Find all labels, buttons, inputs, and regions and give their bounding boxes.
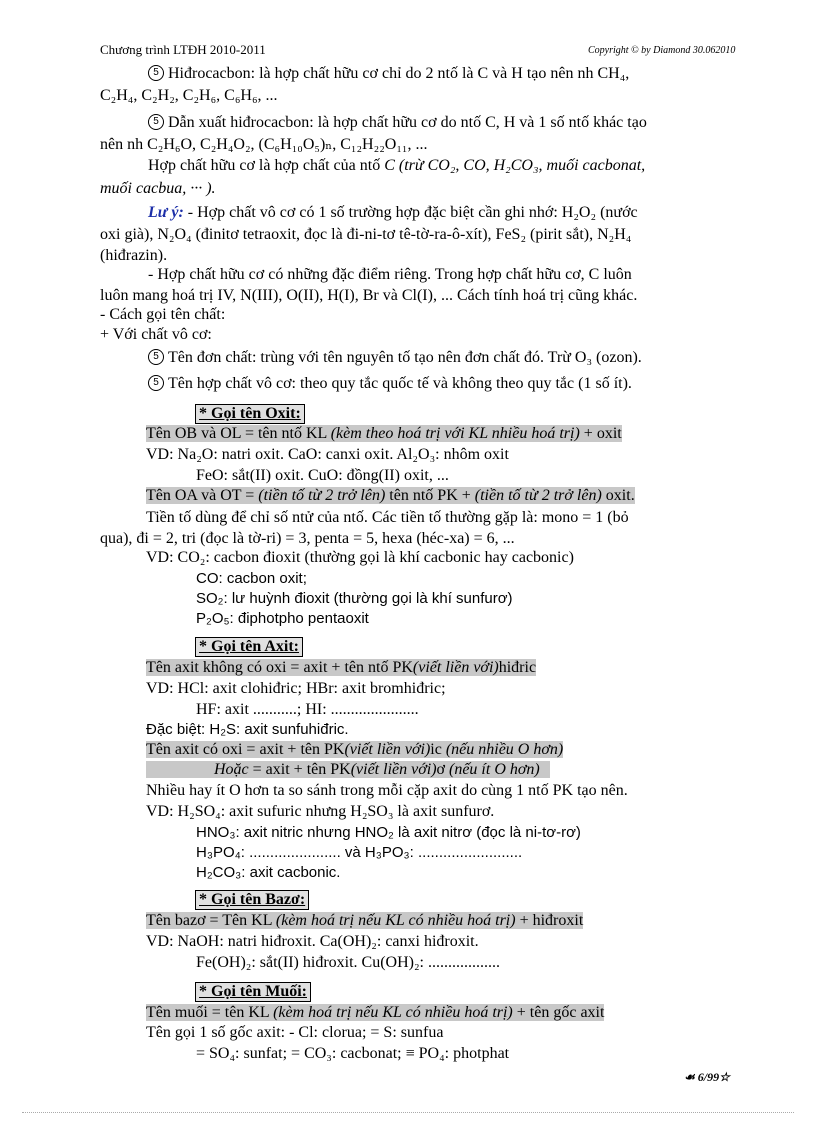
inorganic-heading: + Với chất vô cơ: [100, 326, 212, 343]
bullet-icon: 5 [148, 375, 164, 391]
oxit-rule-1: Tên OB và OL = tên ntố KL (kèm theo hoá trị với KL nhiều hoá trị) + oxit [146, 425, 622, 442]
organic-definition-cont: muối cacbua, ··· ). [100, 180, 216, 197]
organic-note-2: luôn mang hoá trị IV, N(III), O(II), H(I), Br và Cl(I), ... Cách tính hoá trị cũng khác. [100, 287, 638, 304]
axit-example-2: HF: axit ...........; HI: ...................... [196, 701, 419, 718]
axit-rule-1: Tên axit không có oxi = axit + tên ntố PK(viết liền với)hiđric [146, 659, 537, 676]
page-bottom-divider [22, 1112, 794, 1113]
note-line-3: (hiđrazin). [100, 247, 168, 264]
axit-compare-note: Nhiều hay ít O hơn ta so sánh trong mỗi cặp axit do cùng 1 ntố PK tạo nên. [146, 782, 628, 799]
oxit-example-6: P₂O₅: điphotpho pentaoxit [196, 610, 369, 627]
bullet-icon: 5 [148, 349, 164, 365]
axit-example-3: VD: H₂SO₄: axit sufuric nhưng H₂SO₃ là axit sunfurơ. [146, 803, 495, 820]
note-line-2: oxi già), N₂O₄ (đinitơ tetraoxit, đọc là đi-ni-tơ tê-tờ-ra-ô-xít), FeS₂ (pirit sắt), N₂H₄ [100, 226, 632, 243]
hydrocarbon-examples: C₂H₄, C₂H₂, C₂H₆, C₆H₆, ... [100, 87, 278, 104]
element-name-rule: 5 Tên đơn chất: trùng với tên nguyên tố tạo nên đơn chất đó. Trừ O₃ (ozon). [148, 348, 642, 368]
bazo-example-2: Fe(OH)₂: sắt(II) hiđroxit. Cu(OH)₂: .................. [196, 954, 500, 971]
page-number: ☙ 6/99☆ [684, 1070, 730, 1084]
note-label: Lư ý: [148, 204, 184, 221]
axit-rule-3: Hoặc = axit + tên PK(viết liền với)ơ (nếu ít O hơn) [146, 760, 550, 780]
oxit-rule-2: Tên OA và OT = (tiền tố từ 2 trở lên) tên ntố PK + (tiền tố từ 2 trở lên) oxit. [146, 487, 635, 504]
bullet-icon: 5 [148, 65, 164, 81]
axit-example-1: VD: HCl: axit clohiđric; HBr: axit bromhiđric; [146, 680, 446, 697]
section-bazo-title: * Gọi tên Bazơ: [195, 890, 309, 910]
header-copyright: Copyright © by Diamond 30.062010 [588, 45, 736, 56]
axit-example-5: H₃PO₄: ...................... và H₃PO₃: ......................... [196, 844, 523, 861]
compound-name-rule: 5 Tên hợp chất vô cơ: theo quy tắc quốc tế và không theo quy tắc (1 số ít). [148, 374, 632, 394]
derivative-line: 5 Dẫn xuất hiđrocacbon: là hợp chất hữu cơ do ntố C, H và 1 số ntố khác tạo [148, 113, 647, 133]
acid-radical-names-1: Tên gọi 1 số gốc axit: - Cl: clorua; = S: sunfua [146, 1024, 444, 1041]
oxit-example-2: FeO: sắt(II) oxit. CuO: đồng(II) oxit, ... [196, 467, 449, 484]
axit-special: Đặc biệt: H₂S: axit sunfuhiđric. [146, 721, 349, 738]
oxit-example-5: SO₂: lư huỳnh đioxit (thường gọi là khí sunfurơ) [196, 590, 513, 607]
prefix-note: Tiền tố dùng để chỉ số ntử của ntố. Các tiền tố thường gặp là: mono = 1 (bỏ [146, 509, 629, 526]
section-muoi-title: * Gọi tên Muối: [195, 982, 311, 1002]
oxit-example-3: VD: CO₂: cacbon đioxit (thường gọi là khí cacbonic hay cacbonic) [146, 549, 574, 566]
bazo-example-1: VD: NaOH: natri hiđroxit. Ca(OH)₂: canxi hiđroxit. [146, 933, 479, 950]
header-course-title: Chương trình LTĐH 2010-2011 [100, 42, 266, 57]
organic-definition: Hợp chất hữu cơ là hợp chất của ntố C (trừ CO₂, CO, H₂CO₃, muối cacbonat, [148, 157, 646, 174]
oxit-example-4: CO: cacbon oxit; [196, 570, 307, 587]
organic-note: - Hợp chất hữu cơ có những đặc điểm riêng. Trong hợp chất hữu cơ, C luôn [148, 266, 632, 283]
axit-example-6: H₂CO₃: axit cacbonic. [196, 864, 341, 881]
axit-rule-2: Tên axit có oxi = axit + tên PK(viết liền với)ic (nếu nhiều O hơn) [146, 741, 564, 758]
hydrocarbon-line: 5 Hiđrocacbon: là hợp chất hữu cơ chỉ do 2 ntố là C và H tạo nên nh CH₄, [148, 64, 629, 84]
bullet-icon: 5 [148, 114, 164, 130]
bazo-rule: Tên bazơ = Tên KL (kèm hoá trị nếu KL có nhiều hoá trị) + hiđroxit [146, 912, 584, 929]
axit-example-4: HNO₃: axit nitric nhưng HNO₂ là axit nitrơ (đọc là ni-tơ-rơ) [196, 824, 581, 841]
prefix-note-2: qua), đi = 2, tri (đọc là tờ-ri) = 3, penta = 5, hexa (héc-xa) = 6, ... [100, 530, 515, 547]
section-axit-title: * Gọi tên Axit: [195, 637, 303, 657]
acid-radical-names-2: = SO₄: sunfat; = CO₃: cacbonat; ≡ PO₄: photphat [196, 1045, 510, 1062]
note-line: Lư ý: - Hợp chất vô cơ có 1 số trường hợp đặc biệt cần ghi nhớ: H₂O₂ (nước [148, 204, 638, 221]
oxit-example-1: VD: Na₂O: natri oxit. CaO: canxi oxit. Al₂O₃: nhôm oxit [146, 446, 509, 463]
naming-heading: - Cách gọi tên chất: [100, 306, 226, 323]
derivative-examples: nên nh C₂H₆O, C₂H₄O₂, (C₆H₁₀O₅)ₙ, C₁₂H₂₂O₁₁, ... [100, 136, 428, 153]
section-oxit-title: * Gọi tên Oxit: [195, 404, 305, 424]
muoi-rule: Tên muối = tên KL (kèm hoá trị nếu KL có nhiều hoá trị) + tên gốc axit [146, 1004, 605, 1021]
